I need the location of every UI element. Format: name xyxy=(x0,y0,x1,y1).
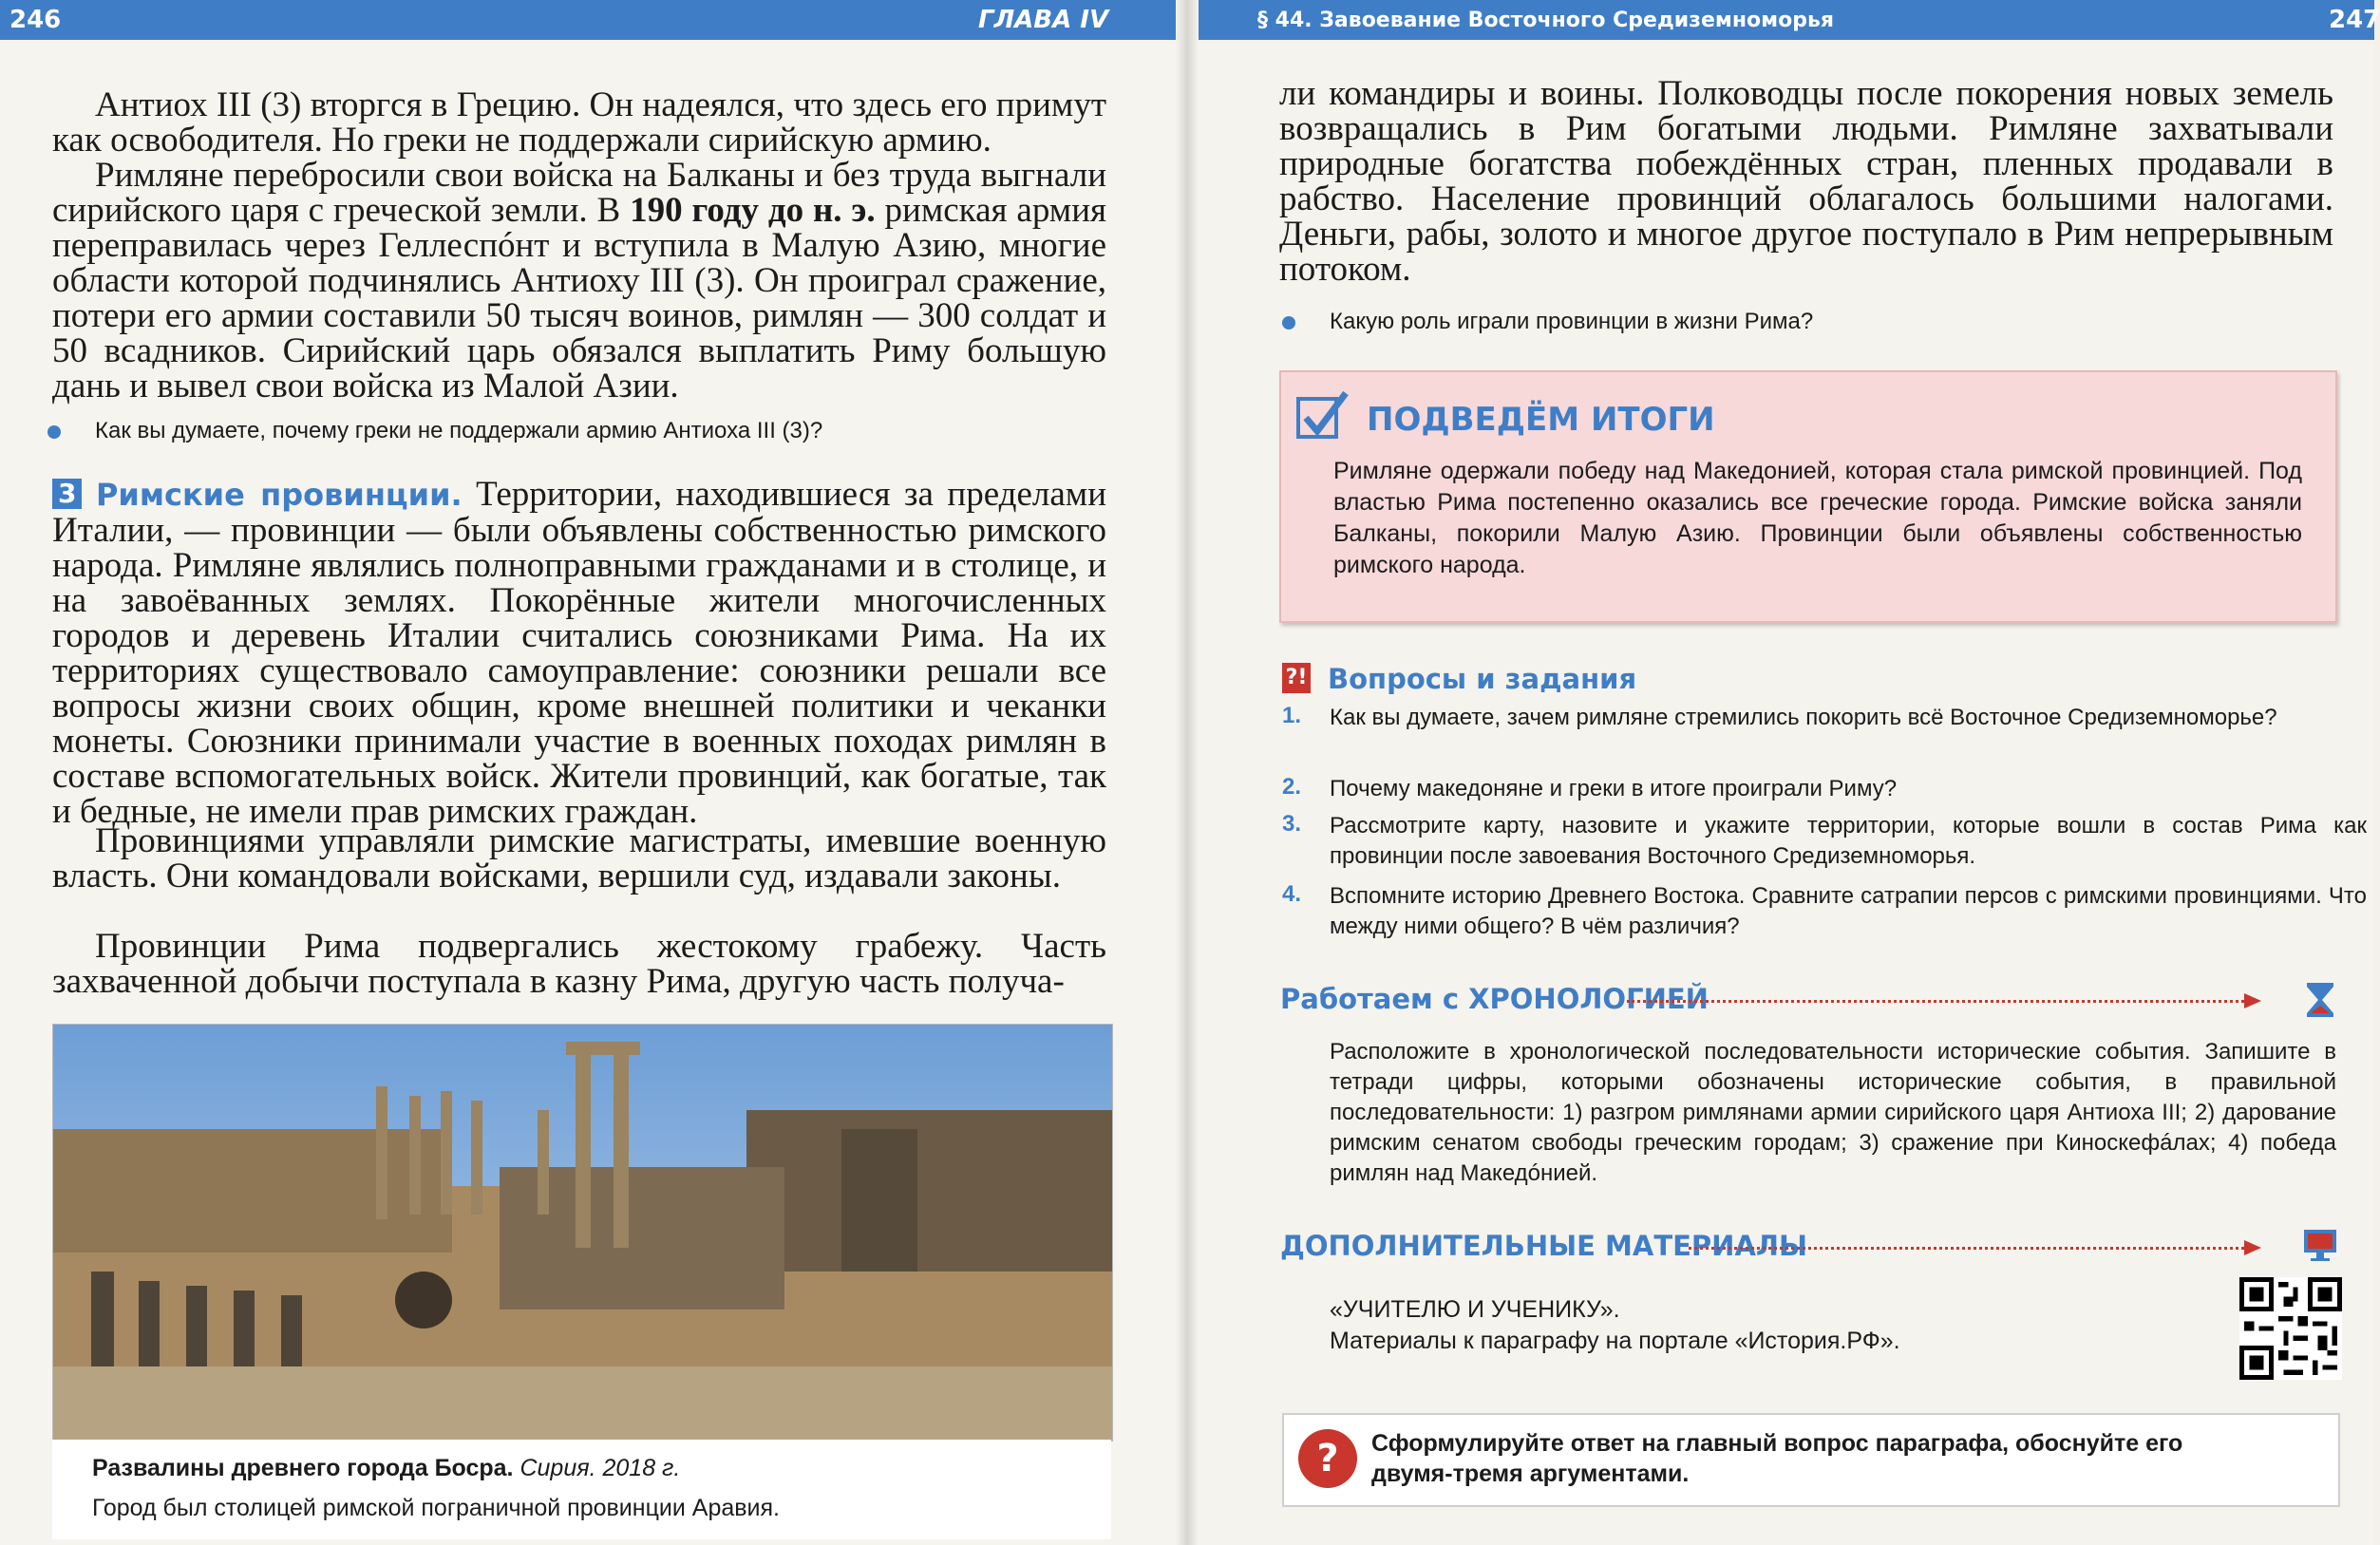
chronology-heading xyxy=(1280,983,2339,1021)
extra-materials-title: ДОПОЛНИТЕЛЬНЫЕ МАТЕРИАЛЫ xyxy=(1280,1230,1808,1262)
paragraph-plunder xyxy=(52,929,1106,999)
paragraph-balkans xyxy=(52,158,1106,404)
left-page xyxy=(0,0,1187,1545)
question-greeks xyxy=(47,418,1102,446)
right-page-number: 247 xyxy=(2329,6,2380,34)
bosra-ruins-photo xyxy=(52,1024,1113,1441)
paragraph-antiochus xyxy=(52,87,1106,158)
chronology-title xyxy=(1280,983,1709,1015)
final-task-box xyxy=(1282,1413,2340,1507)
paragraph-text: ли командиры и воины. Полководцы после покорения новых земель возвращались в Рим богатыми людьми. Римляне захватывали природные богатства побеждённых стран, пленных продавали в рабство. Население провинций облагалось большими налогами. Деньги, рабы, золото и многое другое поступало в Рим непрерывным потоком. xyxy=(1279,74,2333,289)
photo-caption xyxy=(52,1440,1111,1539)
question-mark-icon: ? xyxy=(1298,1429,1357,1488)
dotted-leader xyxy=(1689,1247,2244,1250)
extra-line-1: «УЧИТЕЛЮ И УЧЕНИКУ». xyxy=(1330,1296,1620,1323)
question-text: Как вы думаете, зачем римляне стремились покорить всё Восточное Средиземноморье? xyxy=(1330,705,2277,730)
question-text: Какую роль играли провинции в жизни Рима? xyxy=(1330,309,1814,334)
paragraph-text: Провинции Рима подвергались жестокому грабежу. Часть захваченной добычи поступала в казну Рима, другую часть получа- xyxy=(52,927,1106,1001)
paragraph-provinces xyxy=(52,477,1106,829)
paragraph-commanders xyxy=(1279,76,2333,287)
caption-title: Развалины древнего города Босра. xyxy=(92,1455,514,1481)
chronology-title-a: Работаем с xyxy=(1280,983,1460,1015)
question-number: 3. xyxy=(1282,811,1302,837)
monitor-icon xyxy=(2301,1226,2339,1264)
section-number-badge: 3 xyxy=(52,479,82,509)
paragraph-text: Провинциями управляли римские магистраты, имевшие военную власть. Они командовали войсками, вершили суд, издавали законы. xyxy=(52,821,1106,895)
caption-text: Город был столицей римской пограничной провинции Аравия. xyxy=(92,1495,780,1521)
paragraph-text: Римляне перебросили свои войска на Балканы и без труда выгнали сирийского царя с греческой земли. В xyxy=(52,156,1106,230)
question-number: 4. xyxy=(1282,881,1302,907)
caption-heading xyxy=(92,1455,680,1482)
summary-box xyxy=(1279,370,2337,623)
question-number: 1. xyxy=(1282,703,1302,728)
book-spine-shadow xyxy=(1176,0,1199,1545)
date-highlight: 190 году до н. э. xyxy=(630,191,876,230)
paragraph-text: римская армия переправилась через Геллеспóнт и вступила в Малую Азию, многие области которой подчинялись Антиоху III (3). Он проиграл сражение, потери его армии составили 50 тысяч воинов, римлян — 300 солдат и 50 всадников. Сирийский царь обязался выплатить Риму большую дань и вывел свои войска из Малой Азии. xyxy=(52,191,1107,405)
ruins-illustration xyxy=(53,1025,1112,1441)
left-header-bar xyxy=(0,0,1176,40)
paragraph-text: Территории, находившиеся за пределами Италии, — провинции — были объявлены собственностью римского народа. Римляне являлись полноправными гражданами и в столице, и на завоёванных землях. Покорённые жители многочисленных городов и деревень Италии считались союзниками Рима. На их территориях существовало самоуправление: союзники решали все вопросы жизни своих общин, кроме внешней политики и чеканки монеты. Союзники принимали участие в военных походах римлян в составе вспомогательных войск. Жители провинций, как богатые, так и бедные, не имели прав римских граждан. xyxy=(52,475,1107,831)
question-text: Почему македоняне и греки в итоге проиграли Риму? xyxy=(1330,776,1898,801)
question-number: 2. xyxy=(1282,774,1302,800)
summary-text: Римляне одержали победу над Македонией, которая стала римской провинцией. Под властью Рима постепенно оказались все греческие города. Римские войска заняли Балканы, покорили Малую Азию. Провинции были объявлены собственностью римского народа. xyxy=(1333,458,2302,578)
chronology-text: Расположите в хронологической последовательности исторические события. Запишите в тетради цифры, которыми обозначены исторические события, в правильной последовательности: 1) разгром римлянами армии сирийского царя Антиоха III; 2) дарование римским сенатом свободы греческим городам; 3) сражение при Киноскефáлах; 4) победа римлян над Македóнией. xyxy=(1330,1039,2336,1186)
question-provinces-role xyxy=(1282,309,2336,337)
running-head: § 44. Завоевание Восточного Средиземноморья xyxy=(1257,9,1835,32)
paragraph-text: Антиох III (3) вторгся в Грецию. Он надеялся, что здесь его примут как освободителя. Но греки не поддержали сирийскую армию. xyxy=(52,85,1106,160)
arrow-right-icon xyxy=(2244,991,2263,1010)
extra-materials-heading xyxy=(1280,1230,2339,1268)
questions-icon: ?! xyxy=(1282,663,1311,693)
final-task-text: Сформулируйте ответ на главный вопрос параграфа, обоснуйте его двумя-тремя аргументами. xyxy=(1371,1430,2183,1487)
paragraph-magistrates xyxy=(52,823,1106,894)
right-header-bar xyxy=(1199,0,2380,40)
summary-title: ПОДВЕДЁМ ИТОГИ xyxy=(1367,401,1715,439)
bullet-dot-icon xyxy=(47,425,61,439)
left-page-number: 246 xyxy=(9,6,62,34)
dotted-leader xyxy=(1627,1000,2244,1003)
question-text: Рассмотрите карту, назовите и укажите территории, которые вошли в состав Рима как провинции после завоевания Восточного Средиземноморья. xyxy=(1330,813,2367,869)
bullet-dot-icon xyxy=(1282,316,1295,330)
section-title: Римские провинции. xyxy=(95,477,463,513)
caption-place: Сирия. 2018 г. xyxy=(519,1455,681,1481)
questions-title: Вопросы и задания xyxy=(1328,663,1637,695)
chronology-title-b: ХРОНОЛОГИЕЙ xyxy=(1468,983,1709,1015)
hourglass-icon xyxy=(2301,981,2339,1019)
arrow-right-icon xyxy=(2244,1238,2263,1257)
chapter-title: ГЛАВА IV xyxy=(978,6,1109,34)
checkmark-icon xyxy=(1294,389,1351,446)
qr-code-icon[interactable] xyxy=(2239,1277,2342,1380)
question-text: Вспомните историю Древнего Востока. Сравните сатрапии персов с римскими провинциями. Что между ними общего? В чём различия? xyxy=(1330,883,2367,939)
extra-line-2: Материалы к параграфу на портале «История.РФ». xyxy=(1330,1328,1900,1354)
question-text: Как вы думаете, почему греки не поддержали армию Антиоха III (3)? xyxy=(95,418,823,443)
